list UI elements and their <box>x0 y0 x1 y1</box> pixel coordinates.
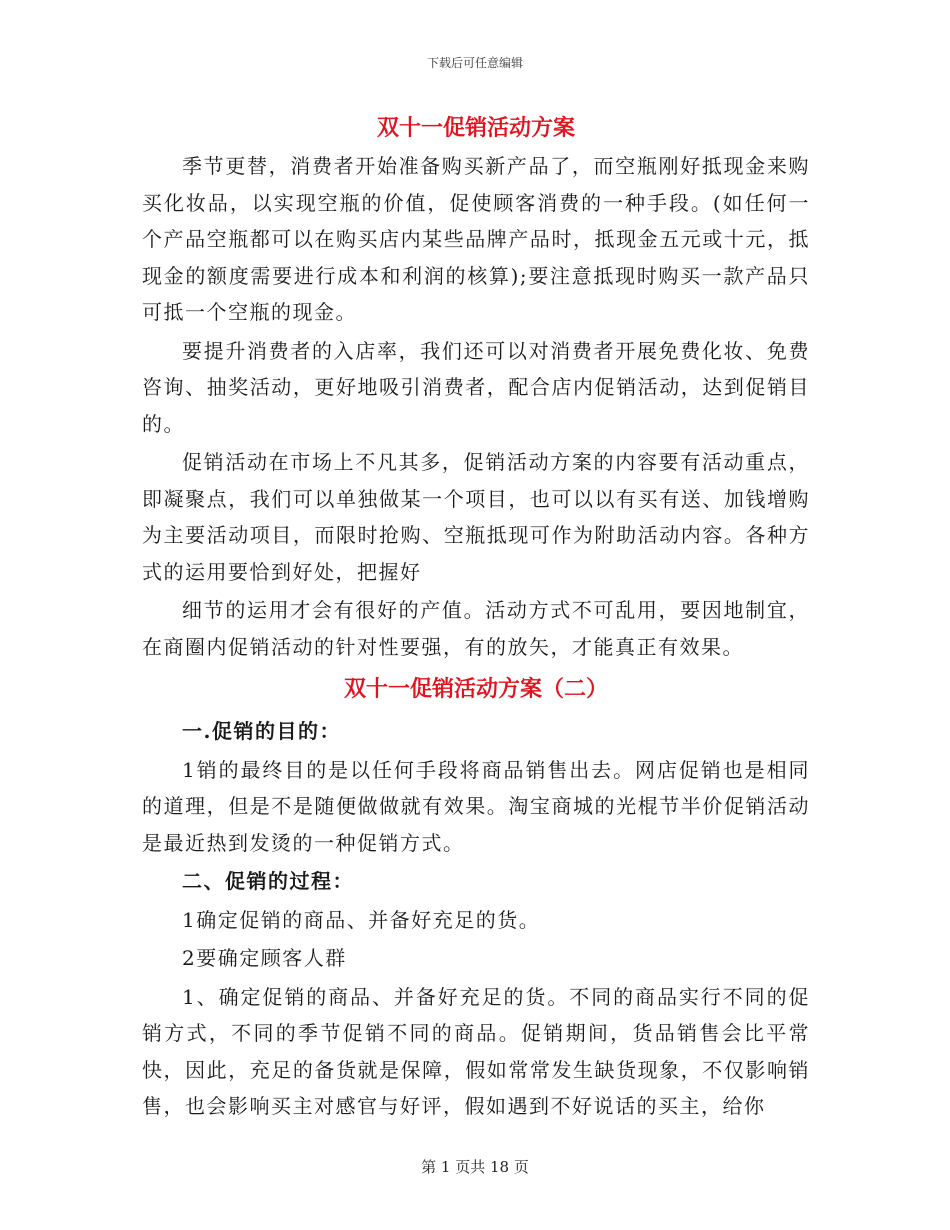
document-body <box>142 108 810 1125</box>
section2-item-2: 2要确定顾客人群 <box>182 946 347 970</box>
section2-heading-process: 二、促销的过程： <box>182 869 354 893</box>
section2-title: 双十一促销活动方案（二） <box>343 676 608 702</box>
page-footer: 第 1 页共 18 页 <box>421 1158 529 1176</box>
section1-paragraph-1: 季节更替，消费者开始准备购买新产品了，而空瓶刚好抵现金来购买化妆品，以实现空瓶的价值，促使顾客消费的一种手段。(如任何一个产品空瓶都可以在购买店内某些品牌产品时，抵现金五元或十元，抵现金的额度需要进行成本和利润的核算);要注意抵现时购买一款产品只可抵一个空瓶的现金。 <box>142 154 810 324</box>
section1-paragraph-4: 细节的运用才会有很好的产值。活动方式不可乱用，要因地制宜，在商圈内促销活动的针对性要强，有的放矢，才能真正有效果。 <box>142 598 810 659</box>
section1-paragraph-3: 促销活动在市场上不凡其多，促销活动方案的内容要有活动重点，即凝聚点，我们可以单独做某一个项目，也可以以有买有送、加钱增购为主要活动项目，而限时抢购、空瓶抵现可作为附助活动内容。各种方式的运用要恰到好处，把握好 <box>142 450 810 584</box>
page-header: 下载后可任意编辑 <box>426 56 523 70</box>
section1-title: 双十一促销活动方案 <box>376 115 575 141</box>
section2-paragraph-process: 1、确定促销的商品、并备好充足的货。不同的商品实行不同的促销方式，不同的季节促销不同的商品。促销期间，货品销售会比平常快，因此，充足的备货就是保障，假如常常发生缺货现象，不仅影响销售，也会影响买主对感官与好评，假如遇到不好说话的买主，给你 <box>142 984 810 1118</box>
section2-heading-purpose: 一.促销的目的： <box>182 719 341 743</box>
section2-paragraph-purpose: 1销的最终目的是以任何手段将商品销售出去。网店促销也是相同的道理，但是不是随便做做就有效果。淘宝商城的光棍节半价促销活动是最近热到发烫的一种促销方式。 <box>142 757 810 855</box>
section1-paragraph-2: 要提升消费者的入店率，我们还可以对消费者开展免费化妆、免费咨询、抽奖活动，更好地吸引消费者，配合店内促销活动，达到促销目的。 <box>142 338 810 436</box>
section2-item-1: 1确定促销的商品、并备好充足的货。 <box>182 907 541 932</box>
